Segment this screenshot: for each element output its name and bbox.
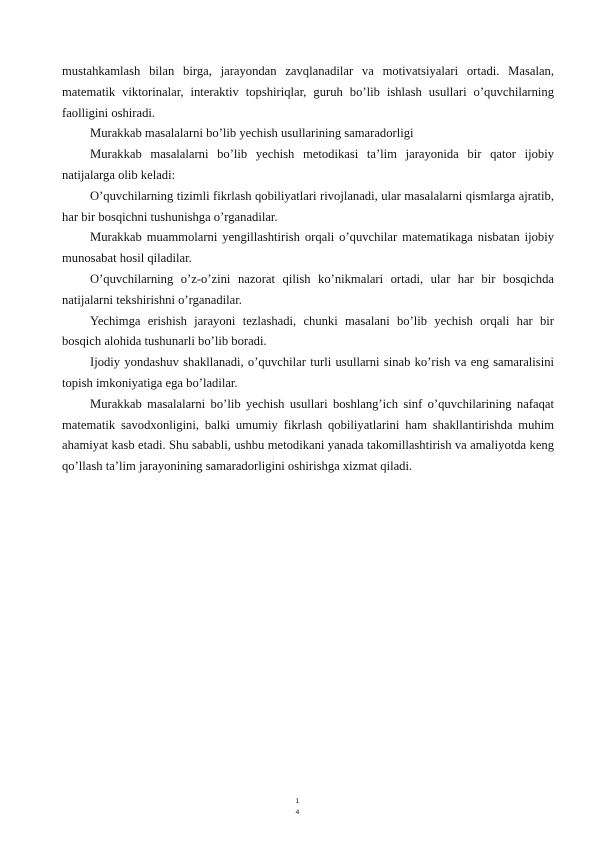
paragraph-point-4: Yechimga erishish jarayoni tezlashadi, chunki masalani bo’lib yechish orqali har bir bosqich alohida tushunarli bo’lib boradi. bbox=[62, 313, 554, 349]
section-heading: Murakkab masalalarni bo’lib yechish usullarining samaradorligi bbox=[90, 126, 414, 141]
paragraph-point-2: Murakkab muammolarni yengillashtirish orqali o’quvchilar matematikaga nisbatan ijobiy munosabat hosil qiladilar. bbox=[62, 230, 554, 266]
page-body bbox=[62, 61, 554, 477]
paragraph-point-1: O’quvchilarning tizimli fikrlash qobiliyatlari rivojlanadi, ular masalalarni qismlarga ajratib, har bir bosqichni tushunishga o’rganadilar. bbox=[62, 188, 554, 224]
paragraph-conclusion: Murakkab masalalarni bo’lib yechish usullari boshlang’ich sinf o’quvchilarining nafaqat matematik savodxonligini, balki umumiy fikrlash qobiliyatlarini ham shakllantirishda muhim ahamiyat kasb etadi. Shu sababli, ushbu metodikani yanada takomillashtirish va amaliyotda keng qo’llash ta’lim jarayonining samaradorligini oshirishga xizmat qiladi. bbox=[62, 396, 554, 474]
page-number bbox=[0, 796, 595, 818]
paragraph-continuation: mustahkamlash bilan birga, jarayondan zavqlanadilar va motivatsiyalari ortadi. Masalan, matematik viktorinalar, interaktiv topshiriqlar, guruh bo’lib ishlash usullari o’quvchilarning faolligini oshiradi. bbox=[62, 64, 554, 120]
paragraph-point-5: Ijodiy yondashuv shakllanadi, o’quvchilar turli usullarni sinab ko’rish va eng samaralisini topish imkoniyatiga ega bo’ladilar. bbox=[62, 355, 554, 390]
page-number-digit: 4 bbox=[295, 808, 300, 816]
paragraph-intro: Murakkab masalalarni bo’lib yechish metodikasi ta’lim jarayonida bir qator ijobiy natijalarga olib keladi: bbox=[62, 147, 554, 182]
paragraph-point-3: O’quvchilarning o’z-o’zini nazorat qilish ko’nikmalari ortadi, ular har bir bosqichda natijalarni tekshirishni o’rganadilar. bbox=[62, 271, 554, 307]
page-number-digit: 1 bbox=[295, 797, 300, 805]
